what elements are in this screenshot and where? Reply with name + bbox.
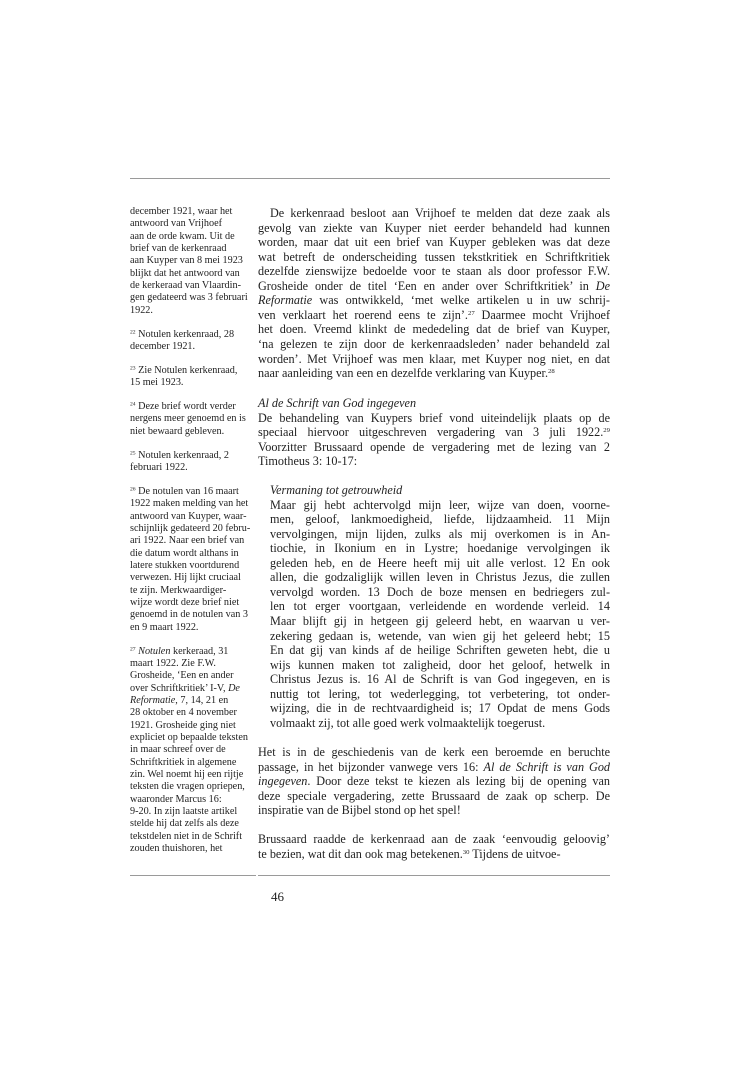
text-run: die datum wordt althans in	[130, 547, 239, 559]
footnote-line	[130, 486, 256, 498]
text-run: Daarmee mocht Vrijhoef	[474, 307, 610, 322]
text-run: deze speciale vergadering, zette Brussaard de zaak op scherp. De	[258, 788, 610, 803]
footnote-marker: 25	[130, 450, 136, 457]
quote-line	[270, 629, 610, 644]
footnote-line	[130, 572, 256, 584]
quote-line	[270, 483, 610, 497]
footnotes-bottom-rule	[130, 875, 256, 876]
text-run: len tot erger voortgaan, verleidende en wordende verleid. 14	[270, 599, 610, 614]
text-run: nergens meer genoemd en is	[130, 413, 246, 425]
text-run: Het is in de geschiedenis van de kerk een beroemde en beruchte	[258, 745, 610, 759]
footnote-line	[130, 268, 256, 280]
footnote-line	[130, 329, 256, 341]
text-run: worden’. Met Vrijhoef was men klaar, met Kuyper nog niet, en dat	[258, 351, 610, 366]
text-run: ven verklaart het roerend eens te zijn’.	[258, 307, 468, 322]
text-run: geleden heb, en de Heere heeft mij uit alle verlost. 12 En ook	[270, 555, 610, 570]
text-run: Brussaard raadde de kerkenraad aan de zaak ‘eenvoudig geloovig’	[258, 832, 610, 846]
text-run: kerkeraad, 31	[170, 645, 229, 657]
italic-text: Reformatie	[130, 694, 176, 706]
body-line	[258, 308, 610, 323]
text-run: gen gedateerd was 3 februari	[130, 292, 248, 304]
body-line	[258, 337, 610, 352]
footnote-marker: 23	[130, 365, 136, 372]
text-run: dezelfde zienswijze bedoelde voor te staan als door professor F.W.	[258, 264, 610, 279]
italic-text: Vermaning tot getrouwheid	[270, 483, 403, 497]
section-heading	[258, 396, 610, 410]
body-line	[258, 235, 610, 250]
text-run: Maar gij hebt achtervolgd mijn leer, wijze van doen, voorne-	[270, 497, 610, 512]
footnote-line	[130, 280, 256, 292]
footnote-line	[130, 769, 256, 781]
text-run: zouden thuishoren, het	[130, 843, 223, 855]
quote-line	[270, 599, 610, 614]
footnote-marker: 26	[130, 486, 136, 493]
footnote-line	[130, 231, 256, 243]
footnote-line	[130, 646, 256, 658]
text-run: Notulen kerkenraad, 2	[135, 449, 229, 461]
text-run: Deze brief wordt verder	[135, 401, 236, 413]
quote-line	[270, 541, 610, 556]
footnote-marker: 24	[130, 401, 136, 408]
footnote-line	[130, 377, 256, 389]
quote-line	[270, 672, 610, 687]
text-run: speciaal hiervoor uitgeschreven vergadering van 3 juli 1922.	[258, 425, 604, 440]
body-line	[258, 411, 610, 426]
footnote-line	[130, 794, 256, 806]
text-run: wijs kunnen maken tot zaligheid, door het geloof, hetwelk in	[270, 657, 610, 672]
body-line	[258, 264, 610, 279]
text-run: Schriftkritiek in algemene	[130, 756, 237, 768]
footnote-line	[130, 341, 256, 353]
quote-line	[270, 527, 610, 542]
text-run: inspiratie van de Bijbel stond op het spel!	[258, 803, 461, 818]
body-line	[258, 322, 610, 337]
text-run: ari 1922. Naar een brief van	[130, 535, 245, 547]
body-line	[258, 293, 610, 308]
body-line	[258, 847, 610, 861]
italic-text: ingegeven	[258, 774, 308, 789]
body-line	[258, 221, 610, 236]
text-run: 15 mei 1923.	[130, 377, 184, 389]
footnote-line	[130, 560, 256, 572]
text-run: ‘na gelezen te zijn door de kerkenraadsleden’ nader behandeld zal	[258, 336, 610, 351]
text-run: vervolgd worden. 13 Doch de boze mensen en bedriegers zul-	[270, 584, 610, 599]
text-run: in maar schreef over de	[130, 744, 226, 756]
text-run: de kerkeraad van Vlaardin-	[130, 280, 241, 292]
body-line	[258, 440, 610, 455]
footnote-line	[130, 622, 256, 634]
footnote-line	[130, 218, 256, 230]
page-number: 46	[271, 889, 284, 904]
body-line	[258, 279, 610, 294]
text-run: latere stukken voortdurend	[130, 559, 240, 571]
text-run: zin. Wel noemt hij een rijtje	[130, 769, 244, 780]
text-run: blijkt dat het antwoord van	[130, 267, 240, 279]
footnote-line	[130, 305, 256, 317]
italic-text: De	[595, 278, 610, 293]
footnote-line	[130, 548, 256, 560]
text-run: wijzing, die in de rechtvaardigheid is; 17 Opdat de mens Gods	[270, 701, 610, 716]
text-run: het doen. Vreemd klinkt de mededeling dat de brief van Kuyper,	[258, 322, 610, 337]
footnote-line	[130, 670, 256, 682]
footnote-line	[130, 255, 256, 267]
text-run: over Schriftkritiek’ I-V,	[130, 682, 229, 694]
footnote-line	[130, 365, 256, 377]
text-run: te bezien, wat dit dan ook mag betekenen.	[258, 846, 463, 861]
text-run: 1922.	[130, 304, 153, 316]
text-run: december 1921, waar het	[130, 206, 233, 217]
footnote-line	[130, 243, 256, 255]
text-run: verwezen. Hij lijkt cruciaal	[130, 572, 241, 584]
text-run: niet bewaard gebleven.	[130, 425, 225, 437]
footnote-line	[130, 658, 256, 670]
footnote-line	[130, 683, 256, 695]
footnote-line	[130, 597, 256, 609]
footnote-line	[130, 695, 256, 707]
quote-line	[270, 585, 610, 600]
footnote-line	[130, 720, 256, 732]
body-line	[258, 745, 610, 760]
footnote-marker: 29	[603, 427, 610, 435]
footnote-marker: 22	[130, 329, 136, 336]
text-run: gevolg van ziekte van Kuyper niet eerder behandeld had kunnen	[258, 220, 610, 235]
quote-line	[270, 716, 610, 730]
text-run: , 7, 14, 21 en	[175, 694, 229, 706]
footnote-line	[130, 511, 256, 523]
text-run: Grosheide onder de titel ‘Een en ander over Schriftkritiek’ in	[258, 278, 596, 293]
italic-text: Notulen	[138, 645, 171, 657]
text-run: 1921. Grosheide ging niet	[130, 719, 236, 731]
text-run: Timotheus 3: 10-17:	[258, 454, 358, 469]
text-run: naar aanleiding van een en dezelfde verklaring van Kuyper.	[258, 366, 548, 381]
text-run: vervolgingen, mijn lijden, zulks als mij overkomen is in An-	[270, 526, 610, 541]
text-run: genoemd in de notulen van 3	[130, 609, 248, 621]
italic-text: Al de Schrift van God ingegeven	[258, 396, 417, 410]
footnote-line	[130, 818, 256, 830]
text-run: teksten die vragen opriepen,	[130, 781, 245, 793]
text-run: tekstdelen niet in de Schrift	[130, 830, 243, 842]
footnote-line	[130, 806, 256, 818]
text-run: men, geloof, lankmoedigheid, liefde, lijdzaamheid. 11 Mijn	[270, 512, 610, 527]
text-run: 9-20. In zijn laatste artikel	[130, 806, 238, 818]
footnote-line	[130, 585, 256, 597]
text-run: wat betreft de onderscheiding tussen tekstkritiek en Schriftkritiek	[258, 249, 610, 264]
body-line	[258, 789, 610, 804]
quote-line	[270, 643, 610, 658]
footnote-marker: 27	[130, 646, 136, 653]
body-line	[258, 454, 610, 468]
text-run: december 1921.	[130, 341, 196, 352]
body-line	[258, 425, 610, 440]
body-line	[258, 803, 610, 817]
text-run: passage, in het bijzonder vanwege vers 16:	[258, 759, 484, 774]
text-run: Notulen kerkenraad, 28	[135, 328, 235, 340]
footnote-marker: 27	[467, 309, 475, 317]
text-run: volmaakt zij, tot alle goed werk volmaaktelijk toegerust.	[270, 715, 546, 730]
body-line	[270, 206, 610, 221]
footnote-line	[130, 757, 256, 769]
text-run: waaronder Marcus 16:	[130, 793, 222, 805]
footnote-line	[130, 292, 256, 304]
text-run: nuttig tot lering, tot wederlegging, tot verbetering, tot onder-	[270, 686, 610, 701]
italic-text: De	[228, 682, 240, 694]
footnote-marker: 28	[548, 368, 555, 376]
text-run: aan de orde kwam. Uit de	[130, 230, 235, 242]
footnote-line	[130, 462, 256, 474]
footnote-line	[130, 609, 256, 621]
italic-text: Al de Schrift is van God	[483, 759, 610, 774]
footnote-line	[130, 523, 256, 535]
text-run: wijze wordt deze brief niet	[130, 596, 240, 608]
main-bottom-rule	[258, 875, 610, 876]
text-run: was ontwikkeld, ‘met welke artikelen u in uw schrij-	[312, 293, 610, 308]
text-run: maart 1922. Zie F.W.	[130, 657, 216, 669]
text-run: tiochie, in Ikonium en in Lystre; hoedanige vervolgingen ik	[270, 541, 610, 556]
quote-line	[270, 556, 610, 571]
text-run: schijnlijk gedateerd 20 febru-	[130, 522, 251, 534]
footnote-line	[130, 450, 256, 462]
text-run: Zie Notulen kerkenraad,	[135, 364, 238, 376]
text-run: En dat gij van kinds af de heilige Schriften geweten hebt, die u	[270, 643, 610, 658]
footnote-line	[130, 401, 256, 413]
body-line	[258, 250, 610, 265]
quote-line	[270, 498, 610, 513]
body-line	[258, 774, 610, 789]
quote-line	[270, 570, 610, 585]
footnote-line	[130, 206, 256, 218]
text-run: februari 1922.	[130, 461, 188, 473]
footnote-line	[130, 843, 256, 855]
text-run: zekering gedaan is, wetende, van wien gij het geleerd hebt; 15	[270, 628, 610, 643]
text-run: stelde hij dat zelfs als deze	[130, 818, 239, 830]
quote-line	[270, 658, 610, 673]
text-run: De notulen van 16 maart	[135, 485, 239, 497]
text-run: antwoord van Vrijhoef	[130, 218, 222, 230]
footnote-line	[130, 744, 256, 756]
text-run: Christus Jezus is. 16 Al de Schrift is van God ingegeven, en is	[270, 672, 610, 687]
quote-line	[270, 687, 610, 702]
footnote-line	[130, 781, 256, 793]
text-run: 1922 maken melding van het	[130, 498, 249, 510]
quote-line	[270, 614, 610, 629]
footnote-line	[130, 426, 256, 438]
italic-text: Reformatie	[258, 293, 313, 308]
text-run: De behandeling van Kuypers brief vond uiteindelijk plaats op de	[258, 410, 610, 425]
footnote-line	[130, 707, 256, 719]
quote-line	[270, 701, 610, 716]
text-run: aan Kuyper van 8 mei 1923	[130, 255, 243, 267]
footnote-line	[130, 498, 256, 510]
footnote-line	[130, 413, 256, 425]
text-run: brief van de kerkenraad	[130, 243, 227, 255]
footnote-marker: 30	[462, 848, 470, 856]
text-run: antwoord van Kuyper, waar-	[130, 510, 247, 522]
body-line	[258, 832, 610, 847]
footnote-line	[130, 732, 256, 744]
text-run: Maar blijft gij in hetgeen gij geleerd hebt, en waarvan u ver-	[270, 613, 610, 628]
body-line	[258, 352, 610, 367]
text-run: Grosheide, ‘Een en ander	[130, 670, 234, 682]
quote-line	[270, 512, 610, 527]
body-line	[258, 760, 610, 775]
text-run: De kerkenraad besloot aan Vrijhoef te melden dat deze zaak als	[270, 206, 610, 220]
text-run: . Door deze tekst te kiezen als lezing bij de opening van	[307, 774, 610, 789]
text-run: allen, die godzaliglijk willen leven in Christus Jezus, die zullen	[270, 570, 610, 585]
text-run: expliciet op bepaalde teksten	[130, 731, 248, 743]
text-run: Voorzitter Brussaard opende de vergadering met de lezing van 2	[258, 439, 610, 454]
text-run: worden, maar dat uit een brief van Kuyper gebleken was dat deze	[258, 235, 610, 250]
text-run: te zijn. Merkwaardiger-	[130, 584, 227, 596]
footnote-line	[130, 535, 256, 547]
body-line	[258, 366, 610, 380]
text-run: Tijdens de uitvoe-	[469, 846, 561, 861]
footnote-line	[130, 831, 256, 843]
text-run: 28 oktober en 4 november	[130, 707, 237, 719]
text-run: en 9 maart 1922.	[130, 621, 199, 633]
top-rule	[130, 178, 610, 179]
